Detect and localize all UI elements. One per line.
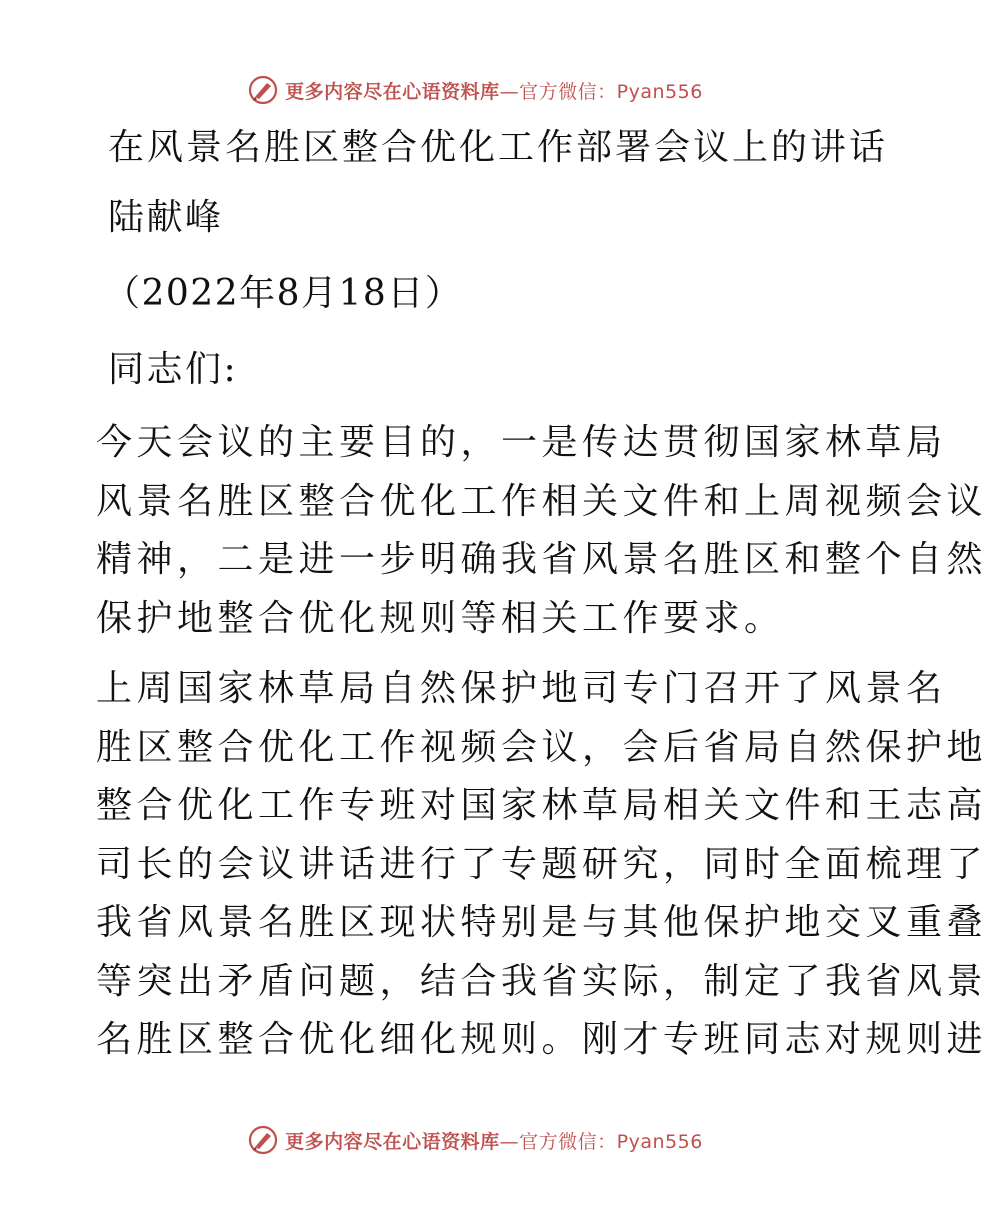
paragraph-line: 保护地整合优化规则等相关工作要求。 [96, 597, 785, 639]
footer-watermark [0, 1122, 950, 1158]
pen-logo-icon [247, 1124, 279, 1156]
paragraph-2 [96, 660, 987, 1070]
paragraph-line: 名胜区整合优化细化规则。刚才专班同志对规则进 [96, 1019, 987, 1060]
document-date: （2022年8月18日） [104, 273, 463, 314]
paragraph-line: 精神，二是进一步明确我省风景名胜区和整个自然 [96, 539, 987, 580]
paragraph-line: 我省风景名胜区现状特别是与其他保护地交叉重叠 [96, 902, 987, 943]
watermark-text: 更多内容尽在心语资料库 [285, 80, 500, 103]
pen-logo-icon [247, 74, 279, 106]
watermark-contact: —官方微信：Pyan556 [499, 1130, 703, 1153]
paragraph-line: 上周国家林草局自然保护地司专门召开了风景名 [96, 668, 947, 709]
paragraph-line: 整合优化工作专班对国家林草局相关文件和王志高 [96, 785, 987, 826]
header-watermark [0, 72, 950, 108]
paragraph-line: 胜区整合优化工作视频会议，会后省局自然保护地 [96, 726, 987, 768]
watermark-contact: —官方微信：Pyan556 [499, 80, 703, 103]
paragraph-line: 风景名胜区整合优化工作相关文件和上周视频会议 [96, 480, 987, 522]
document-title: 在风景名胜区整合优化工作部署会议上的讲话 [108, 127, 889, 168]
salutation: 同志们: [108, 349, 239, 390]
paragraph-1 [96, 414, 987, 648]
document-author: 陆献峰 [108, 197, 224, 238]
paragraph-line: 今天会议的主要目的，一是传达贯彻国家林草局 [96, 422, 947, 463]
watermark-text: 更多内容尽在心语资料库 [285, 1130, 500, 1153]
paragraph-line: 等突出矛盾问题，结合我省实际，制定了我省风景 [96, 960, 987, 1002]
paragraph-line: 司长的会议讲话进行了专题研究，同时全面梳理了 [96, 843, 987, 885]
